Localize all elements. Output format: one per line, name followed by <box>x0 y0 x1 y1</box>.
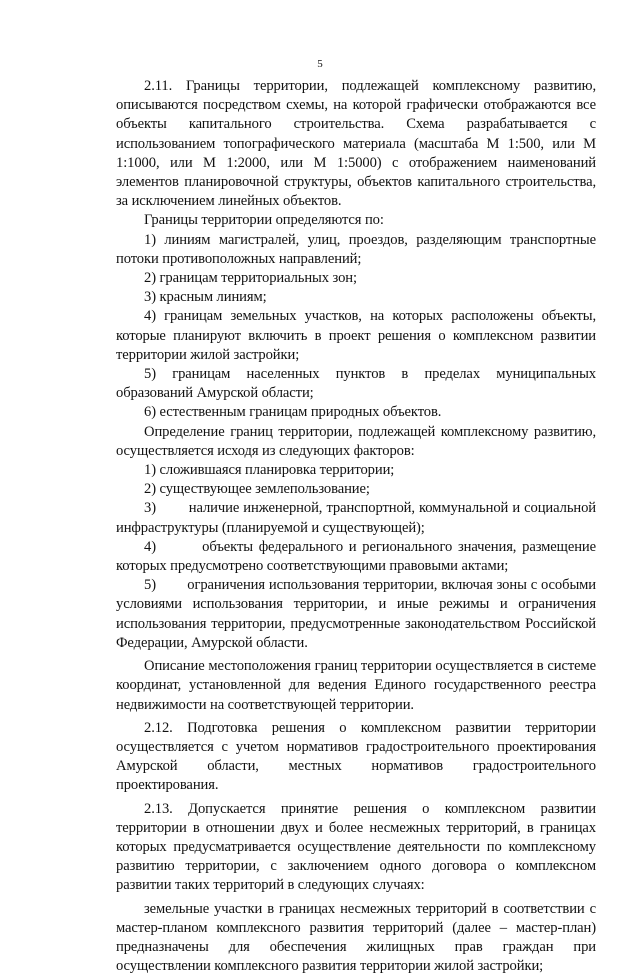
factor-item-2: 2) существующее землепользование; <box>144 481 370 498</box>
list-item-2: 2) границам территориальных зон; <box>144 270 357 287</box>
factor-item-1: 1) сложившаяся планировка территории; <box>144 462 395 479</box>
factor-item-3: 3) наличие инженерной, транспортной, коммунальной и социальной инфраструктуры (планируемой и существующей); <box>116 500 600 536</box>
paragraph-2-11: 2.11. Границы территории, подлежащей комплексному развитию, описываются посредством схемы, на которой графически отображаются все объекты капитального строительства. Схема разрабатывается с использованием топографического материала (масштаба М 1:500, или М 1:1000, или М 1:2000, или М 1:5000) с отображением наименований элементов планировочной структуры, объектов капитального строительства, за исключением линейных объектов. <box>116 78 596 210</box>
list-item-3: 3) красным линиям; <box>144 289 267 306</box>
paragraph-factors-intro: Определение границ территории, подлежащей комплексному развитию, осуществляется исходя из следующих факторов: <box>116 423 596 459</box>
page-number: 5 <box>317 58 323 70</box>
list-item-6: 6) естественным границам природных объектов. <box>144 404 442 421</box>
document-body <box>116 73 600 976</box>
factor-item-5: 5) ограничения использования территории, включая зоны с особыми условиями использования территории, и иные режимы и ограничения использования территории, предусмотренные законодательством Российской Федерации, Амурской области. <box>116 577 600 651</box>
paragraph-case-1: земельные участки в границах несмежных территорий в соответствии с мастер-планом комплексного развития территорий (далее – мастер-план) предназначены для обеспечения жилищных прав граждан при осуществлении комплексного развития территории жилой застройки; <box>116 900 596 975</box>
list-item-4: 4) границам земельных участков, на которых расположены объекты, которые планируют включить в проект решения о комплексном развитии территории жилой застройки; <box>116 308 596 363</box>
paragraph-2-13: 2.13. Допускается принятие решения о комплексном развитии территории в отношении двух и более несмежных территорий, в границах которых предусматривается осуществление деятельности по комплексному развитию территории, с заключением одного договора о комплексном развитии таких территорий в следующих случаях: <box>116 800 596 894</box>
factor-item-4: 4) объекты федерального и регионального значения, размещение которых предусмотрено соответствующими правовыми актами; <box>116 538 600 575</box>
paragraph-coordinates: Описание местоположения границ территории осуществляется в системе координат, установленной для ведения Единого государственного реестра недвижимости на соответствующей территории. <box>116 658 596 713</box>
list-item-1: 1) линиям магистралей, улиц, проездов, разделяющим транспортные потоки противоположных направлений; <box>116 231 596 267</box>
list-item-5: 5) границам населенных пунктов в пределах муниципальных образований Амурской области; <box>116 366 596 402</box>
paragraph-boundaries-intro: Границы территории определяются по: <box>144 212 384 229</box>
paragraph-2-12: 2.12. Подготовка решения о комплексном развитии территории осуществляется с учетом нормативов градостроительного проектирования Амурской области, местных нормативов градостроительного проектирования. <box>116 719 596 794</box>
